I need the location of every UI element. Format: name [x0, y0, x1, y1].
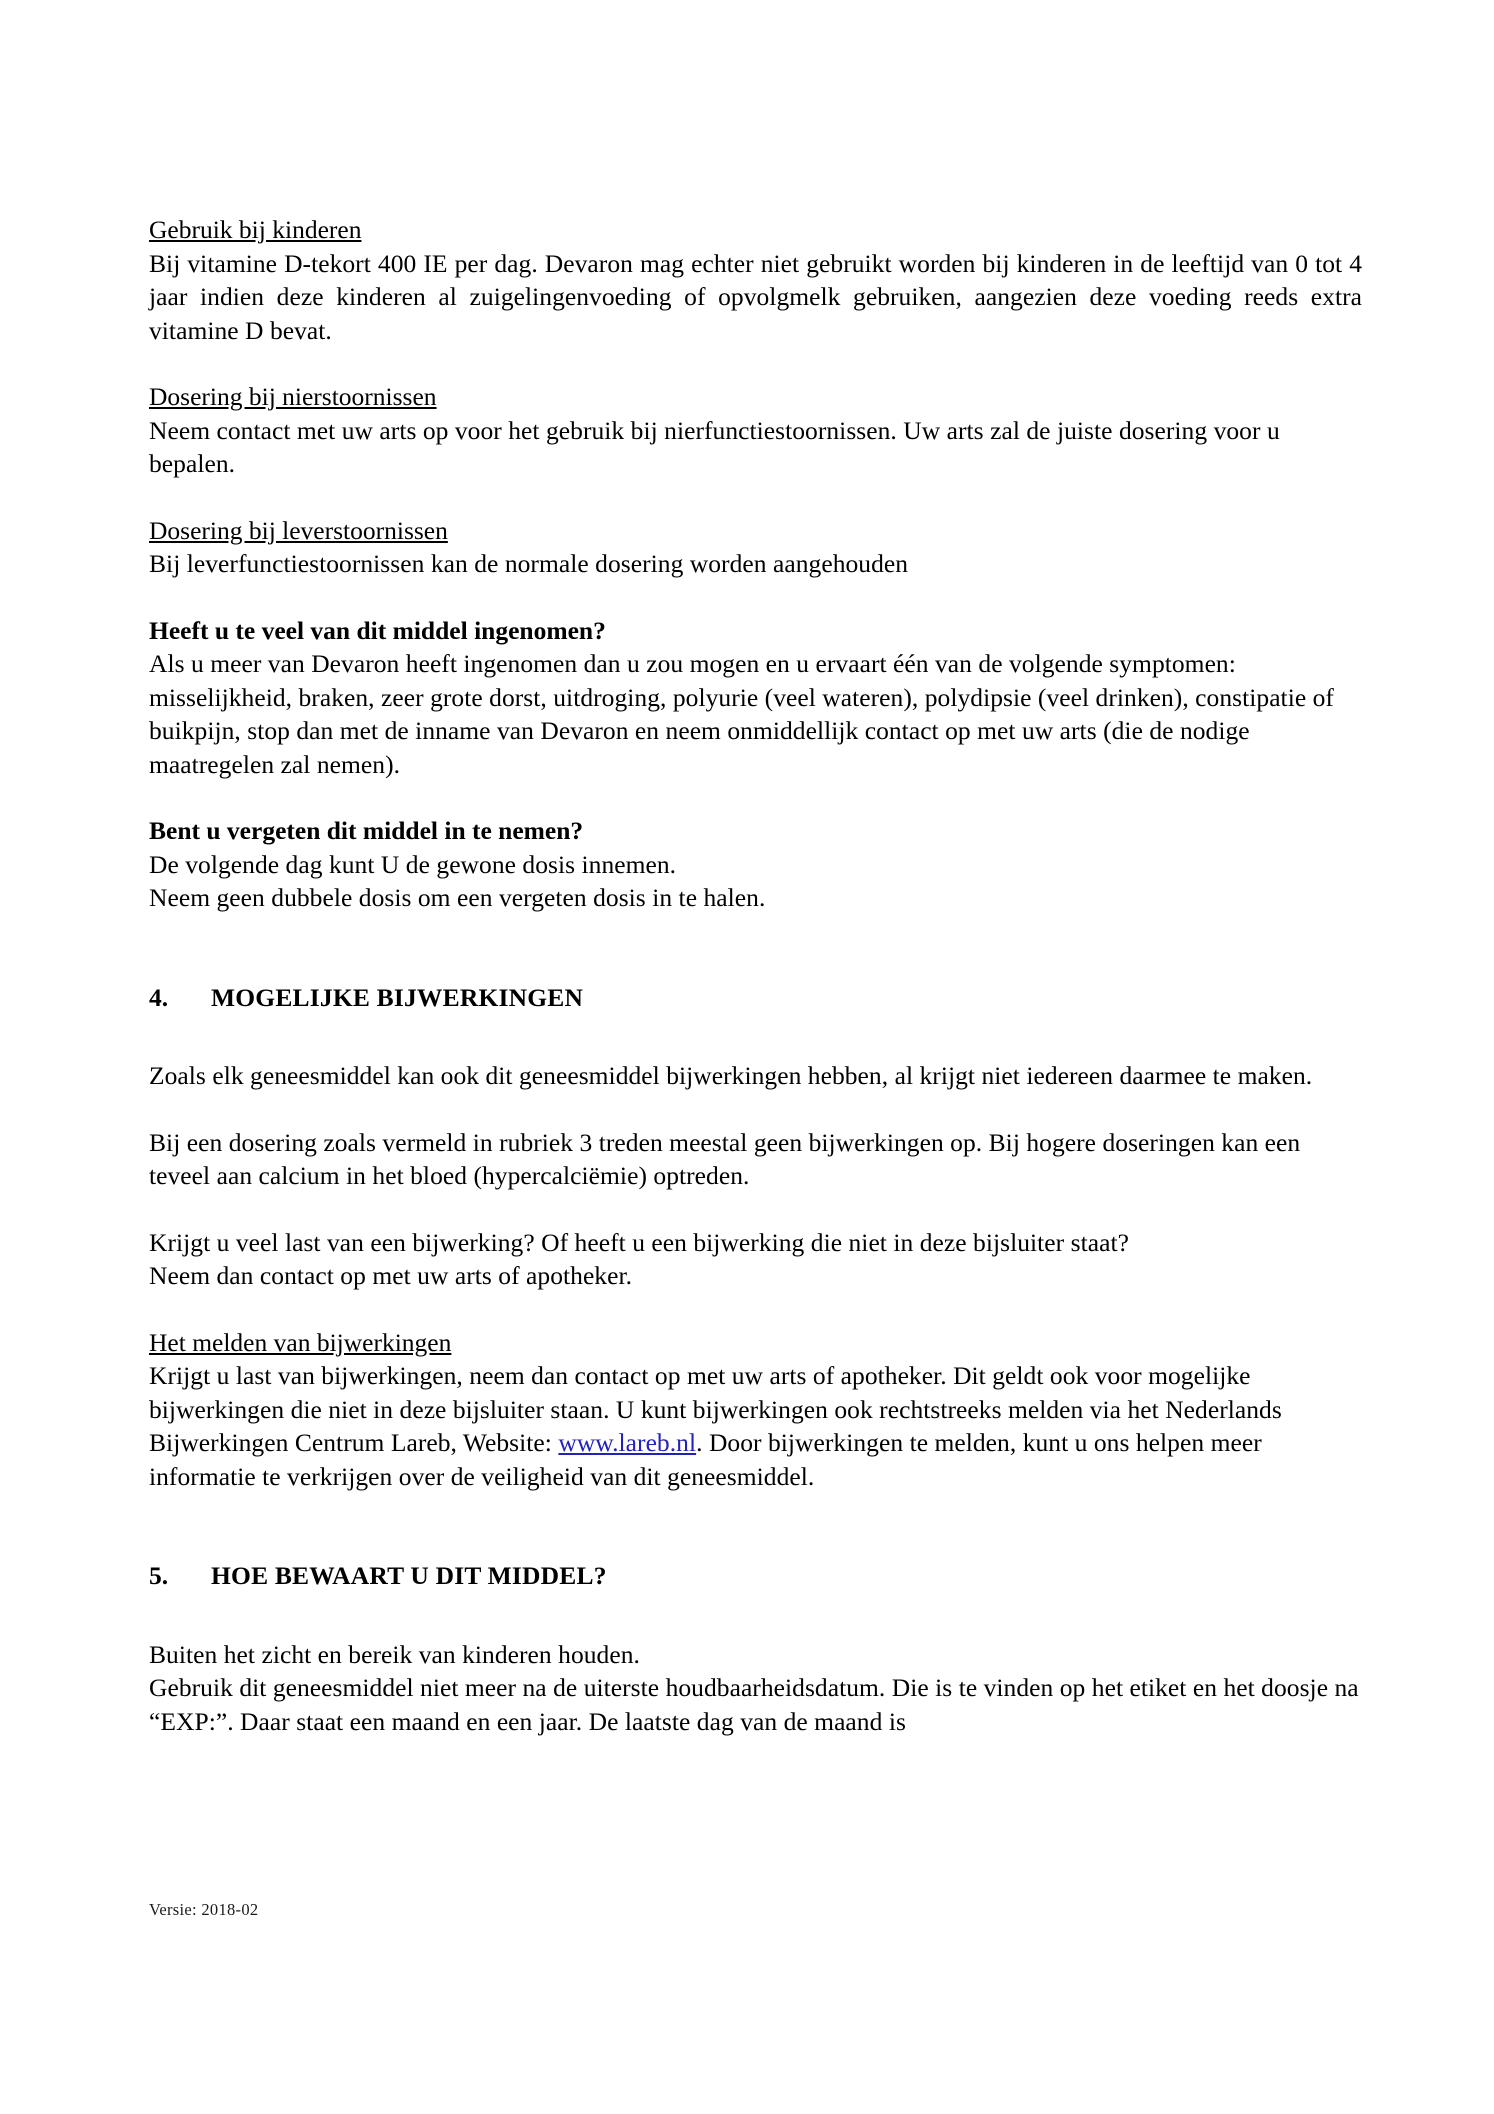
document-body — [149, 213, 1362, 1738]
paragraph-bijwerkingen-vraag-line1: Krijgt u veel last van een bijwerking? Of heeft u een bijwerking die niet in deze bijsluiter staat? — [149, 1227, 1129, 1257]
subheading-gebruik-bij-kinderen — [149, 213, 1362, 247]
subheading-dosering-leverstoornissen — [149, 514, 1362, 548]
section-title-5: HOE BEWAART U DIT MIDDEL? — [211, 1561, 607, 1590]
reporting-text-after-link: . Door bijwerkingen te melden, kunt u ons helpen meer informatie te verkrijgen over de veiligheid van dit geneesmiddel. — [149, 1428, 1262, 1491]
subheading-melden-bijwerkingen — [149, 1326, 1362, 1360]
paragraph-bijwerkingen-intro: Zoals elk geneesmiddel kan ook dit geneesmiddel bijwerkingen hebben, al krijgt niet iedereen daarmee te maken. — [149, 1061, 1313, 1090]
reporting-text-before-link: Krijgt u last van bijwerkingen, neem dan contact op met uw arts of apotheker. Dit geldt ook voor mogelijke bijwerkingen die niet in deze bijsluiter staan. U kunt bijwerkingen ook rechtstreeks melden via het Nederlands Bijwerkingen Centrum Lareb, Website: — [149, 1361, 1282, 1457]
section-heading-4 — [149, 981, 1362, 1015]
spacer — [149, 481, 1362, 514]
page-footer-version: Versie: 2018-02 — [149, 1900, 259, 1919]
section-number-4: 4. — [149, 982, 169, 1012]
spacer — [149, 1293, 1362, 1326]
paragraph-bijwerkingen-vraag-line2: Neem dan contact op met uw arts of apotheker. — [149, 1261, 633, 1290]
spacer — [149, 1593, 1362, 1638]
spacer — [149, 347, 1362, 380]
spacer — [149, 781, 1362, 814]
spacer — [149, 1093, 1362, 1126]
subheading-dosering-leverstoornissen-text: Dosering bij leverstoornissen — [149, 515, 448, 545]
paragraph-overdosering: Als u meer van Devaron heeft ingenomen dan u zou mogen en u ervaart één van de volgende symptomen: misselijkheid, braken, zeer grote dorst, uitdroging, polyurie (veel wateren), polydipsie (veel drinken), constipatie of buikpijn, stop dan met de inname van Devaron en neem onmiddellijk contact op met uw arts (die de nodige maatregelen zal nemen). — [149, 649, 1334, 779]
spacer — [149, 1493, 1362, 1559]
subheading-dosering-nierstoornissen — [149, 380, 1362, 414]
subheading-dosering-nierstoornissen-text: Dosering bij nierstoornissen — [149, 382, 437, 411]
heading-overdosering: Heeft u te veel van dit middel ingenomen? — [149, 615, 606, 645]
heading-vergeten-innemen: Bent u vergeten dit middel in te nemen? — [149, 816, 584, 845]
spacer — [149, 581, 1362, 614]
paragraph-vergeten-innemen-line1: De volgende dag kunt U de gewone dosis innemen. — [149, 849, 677, 879]
spacer — [149, 915, 1362, 981]
paragraph-bewaren-line2: Gebruik dit geneesmiddel niet meer na de uiterste houdbaarheidsdatum. Die is te vinden op het etiket en het doosje na “EXP:”. Daar staat een maand en een jaar. De laatste dag van de maand is — [149, 1673, 1359, 1736]
section-number-5: 5. — [149, 1561, 169, 1590]
paragraph-dosering-leverstoornissen: Bij leverfunctiestoornissen kan de normale dosering worden aangehouden — [149, 549, 909, 578]
paragraph-vergeten-innemen-line2: Neem geen dubbele dosis om een vergeten dosis in te halen. — [149, 883, 766, 912]
spacer — [149, 1193, 1362, 1226]
section-title-4: MOGELIJKE BIJWERKINGEN — [211, 982, 584, 1012]
paragraph-gebruik-bij-kinderen: Bij vitamine D-tekort 400 IE per dag. Devaron mag echter niet gebruikt worden bij kinderen in de leeftijd van 0 tot 4 jaar indien deze kinderen al zuigelingenvoeding of opvolgmelk gebruiken, aangezien deze voeding reeds extra vitamine D bevat. — [149, 248, 1362, 345]
spacer — [149, 1014, 1362, 1059]
paragraph-bewaren-line1: Buiten het zicht en bereik van kinderen houden. — [149, 1639, 640, 1669]
paragraph-bijwerkingen-dosering: Bij een dosering zoals vermeld in rubriek 3 treden meestal geen bijwerkingen op. Bij hogere doseringen kan een teveel aan calcium in het bloed (hypercalciëmie) optreden. — [149, 1127, 1301, 1190]
subheading-gebruik-bij-kinderen-text: Gebruik bij kinderen — [149, 215, 362, 244]
lareb-website-link[interactable]: www.lareb.nl — [558, 1428, 697, 1457]
subheading-melden-bijwerkingen-text: Het melden van bijwerkingen — [149, 1327, 452, 1357]
section-heading-5 — [149, 1559, 1362, 1593]
paragraph-dosering-nierstoornissen: Neem contact met uw arts op voor het gebruik bij nierfunctiestoornissen. Uw arts zal de juiste dosering voor u bepalen. — [149, 415, 1280, 478]
paragraph-melden-bijwerkingen — [149, 1359, 1362, 1493]
